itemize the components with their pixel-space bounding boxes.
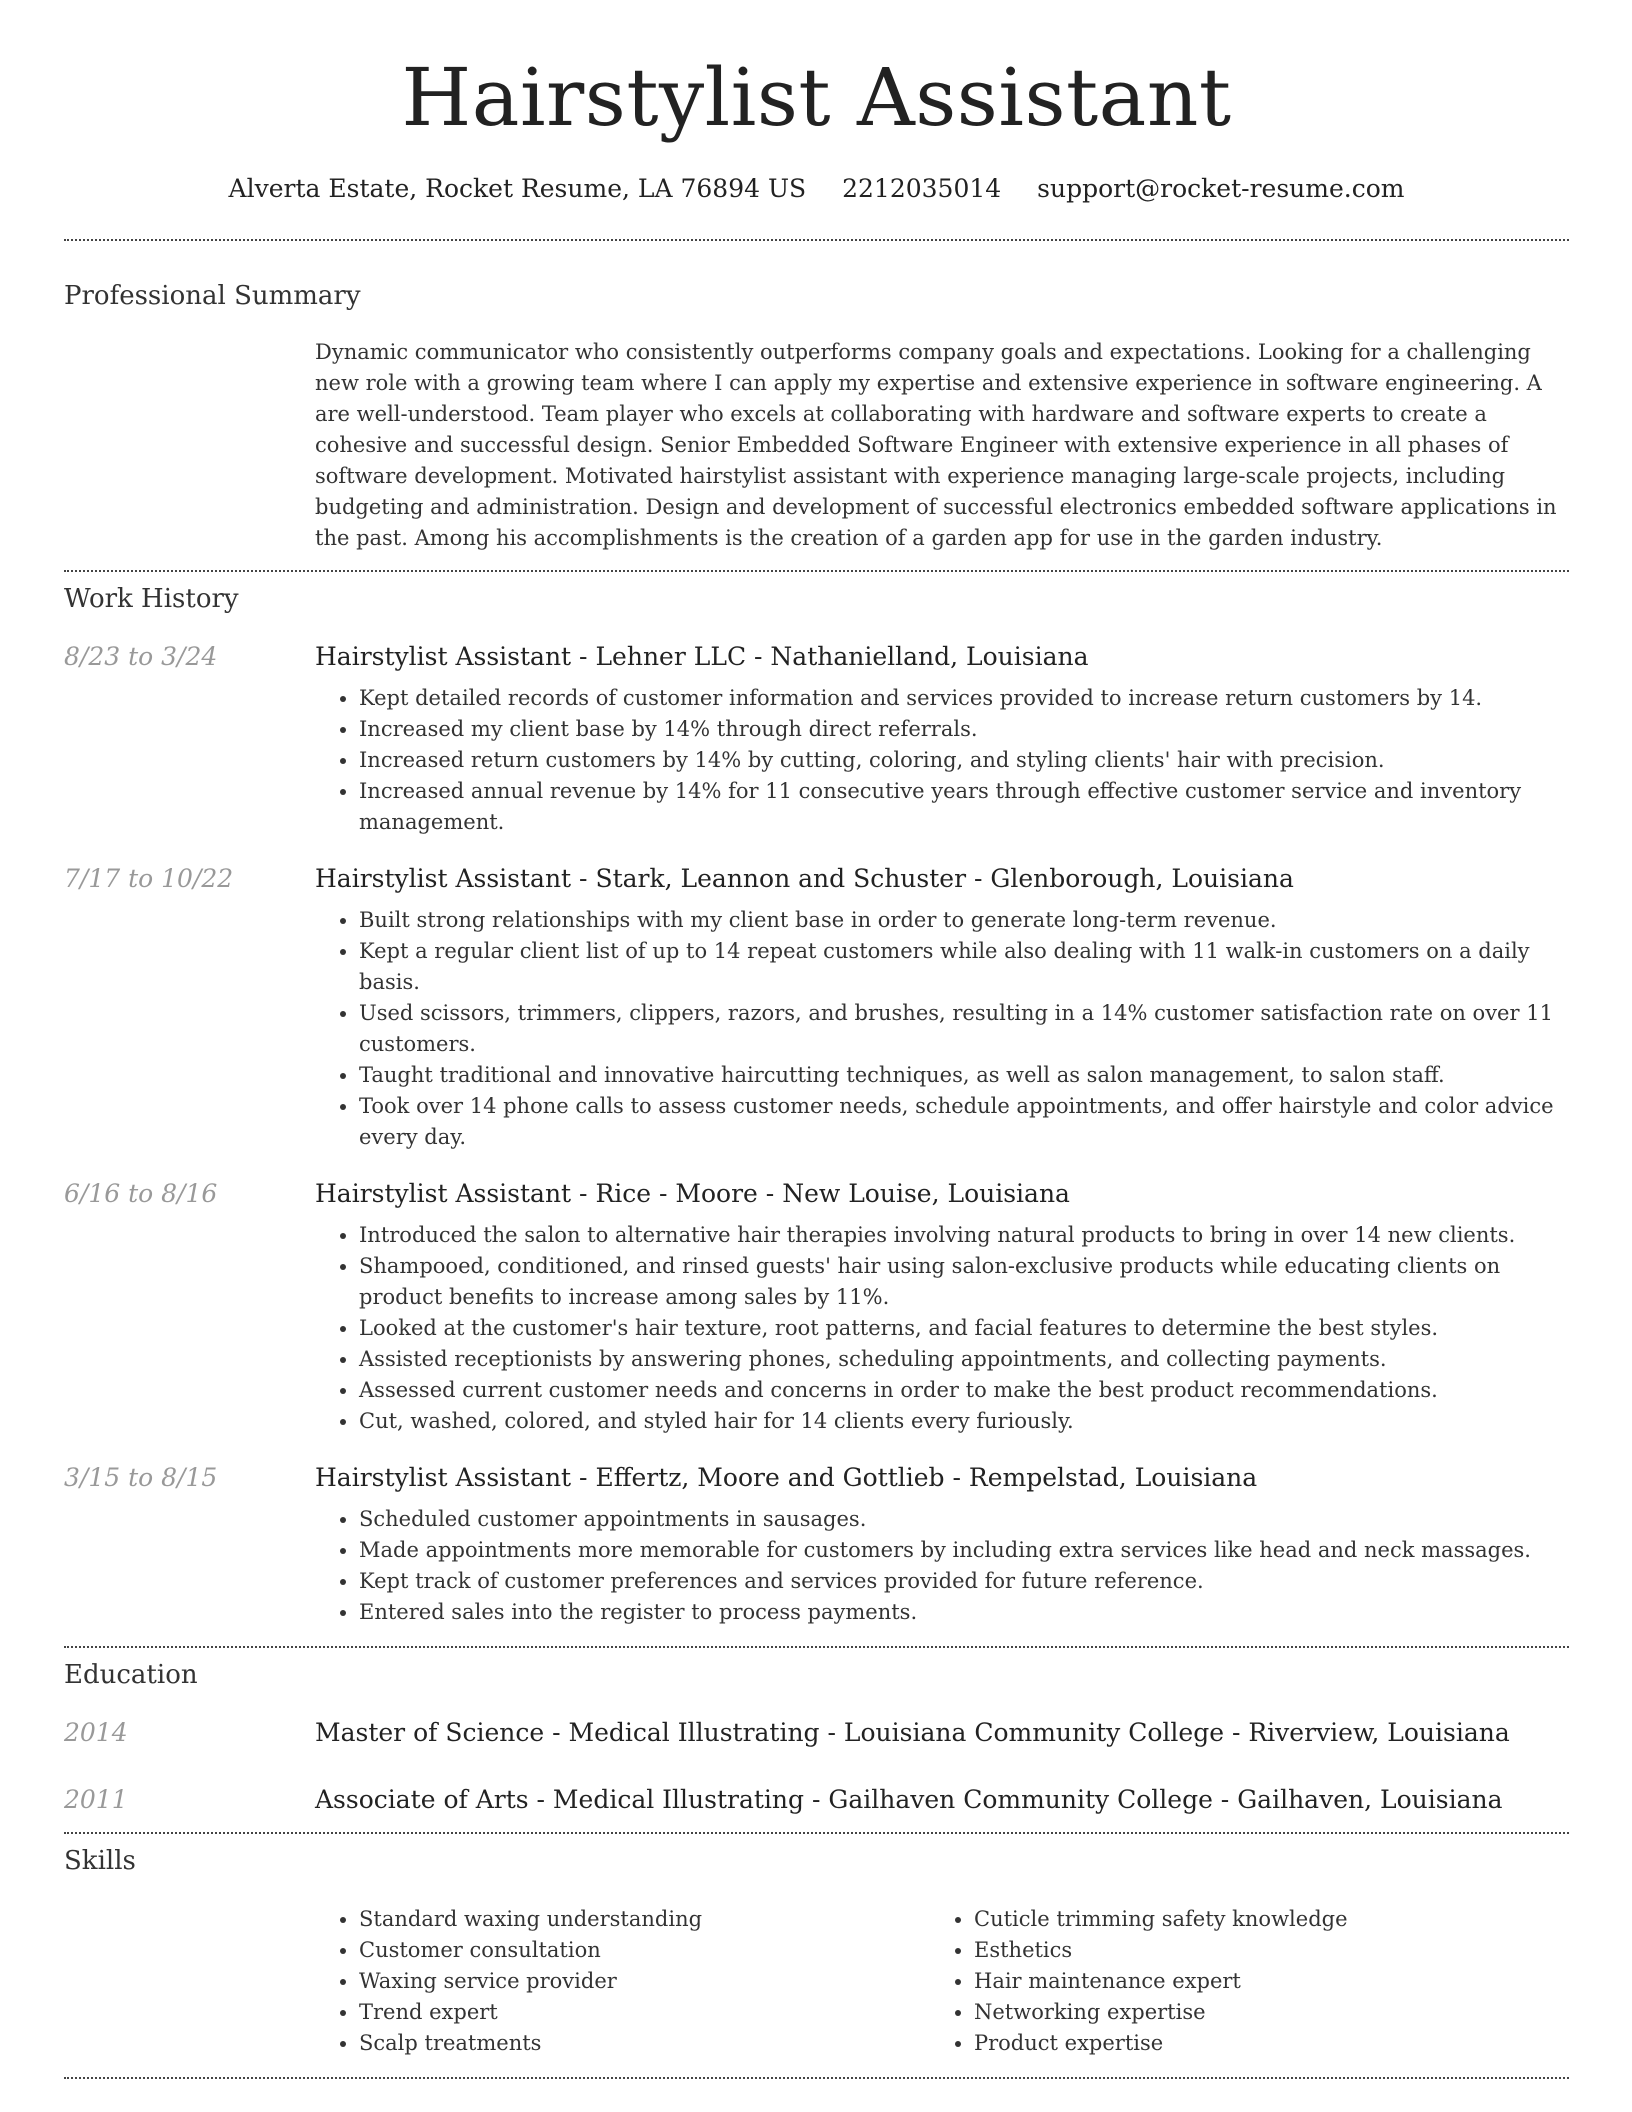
section-title-summary: Professional Summary [64, 281, 361, 311]
list-item: • Used scissors, trimmers, clippers, razors, and brushes, resulting in a 14% customer satisfaction rate on over 11 customers. [359, 998, 1569, 1060]
list-item: • Scheduled customer appointments in sausages. [359, 1504, 1569, 1535]
list-item: • Kept detailed records of customer information and services provided to increase return customers by 14. [359, 683, 1569, 714]
job-heading: Hairstylist Assistant - Lehner LLC - Nathanielland, Louisiana [315, 642, 1089, 671]
list-item: • Increased annual revenue by 14% for 11 consecutive years through effective customer service and inventory management. [359, 776, 1569, 838]
list-item: • Increased my client base by 14% through direct referrals. [359, 714, 1569, 745]
section-title-work: Work History [64, 584, 239, 614]
list-item: • Shampooed, conditioned, and rinsed guests' hair using salon-exclusive products while educating clients on product benefits to increase among sales by 11%. [359, 1251, 1569, 1313]
contact-phone: 2212035014 [842, 174, 1002, 203]
section-title-education: Education [64, 1660, 198, 1690]
skill-item: • Customer consultation [359, 1935, 930, 1966]
skills-column-2 [930, 1904, 1545, 2059]
job-entry [64, 1463, 1569, 1628]
skill-item: • Cuticle trimming safety knowledge [974, 1904, 1545, 1935]
work-divider [64, 1646, 1569, 1648]
skills-divider [64, 2077, 1569, 2079]
summary-row [64, 337, 1569, 554]
job-heading: Hairstylist Assistant - Stark, Leannon and Schuster - Glenborough, Louisiana [315, 864, 1294, 893]
list-item: • Took over 14 phone calls to assess customer needs, schedule appointments, and offer hairstyle and color advice every day. [359, 1091, 1569, 1153]
job-entry [64, 642, 1569, 838]
skill-item: • Hair maintenance expert [974, 1966, 1545, 1997]
job-bullets [315, 683, 1569, 838]
list-item: • Entered sales into the register to process payments. [359, 1597, 1569, 1628]
skill-item: • Trend expert [359, 1997, 930, 2028]
list-item: • Introduced the salon to alternative hair therapies involving natural products to bring in over 14 new clients. [359, 1220, 1569, 1251]
skill-item: • Product expertise [974, 2028, 1545, 2059]
contact-address: Alverta Estate, Rocket Resume, LA 76894 US [228, 174, 807, 203]
summary-text: Dynamic communicator who consistently outperforms company goals and expectations. Looking for a challenging new role with a growing team where I can apply my expertise and extensive experience in software engineering. A are well-understood. Team player who excels at collaborating with hardware and software experts to create a cohesive and successful design. Senior Embedded Software Engineer with extensive experience in all phases of software development. Motivated hairstylist assistant with experience managing large-scale projects, including budgeting and administration. Design and development of successful electronics embedded software applications in the past. Among his accomplishments is the creation of a garden app for use in the garden industry. [315, 340, 1557, 550]
list-item: • Assisted receptionists by answering phones, scheduling appointments, and collecting payments. [359, 1344, 1569, 1375]
candidate-name: Hairstylist Assistant [401, 51, 1232, 144]
skill-item: • Waxing service provider [359, 1966, 930, 1997]
job-bullets [315, 1504, 1569, 1628]
contact-line [64, 174, 1569, 203]
job-bullets [315, 905, 1569, 1153]
list-item: • Kept track of customer preferences and services provided for future reference. [359, 1566, 1569, 1597]
job-heading: Hairstylist Assistant - Rice - Moore - New Louise, Louisiana [315, 1179, 1070, 1208]
summary-divider [64, 570, 1569, 572]
list-item: • Taught traditional and innovative haircutting techniques, as well as salon management, to salon staff. [359, 1060, 1569, 1091]
job-dates: 3/15 to 8/15 [64, 1463, 218, 1492]
skills-row [64, 1904, 1569, 2059]
skills-column-1 [315, 1904, 930, 2059]
section-title-skills: Skills [64, 1846, 136, 1876]
education-degree: Master of Science - Medical Illustrating - Louisiana Community College - Riverview, Louisiana [315, 1718, 1510, 1747]
skill-item: • Standard waxing understanding [359, 1904, 930, 1935]
job-entry [64, 1179, 1569, 1437]
list-item: • Built strong relationships with my client base in order to generate long-term revenue. [359, 905, 1569, 936]
skills-left-spacer [64, 1904, 315, 2059]
list-item: • Cut, washed, colored, and styled hair for 14 clients every furiously. [359, 1406, 1569, 1437]
education-degree: Associate of Arts - Medical Illustrating - Gailhaven Community College - Gailhaven, Louisiana [315, 1785, 1503, 1814]
list-item: • Made appointments more memorable for customers by including extra services like head and neck massages. [359, 1535, 1569, 1566]
header-divider [64, 239, 1569, 241]
resume-page [64, 0, 1569, 2079]
list-item: • Looked at the customer's hair texture, root patterns, and facial features to determine the best styles. [359, 1313, 1569, 1344]
skill-item: • Scalp treatments [359, 2028, 930, 2059]
education-year: 2011 [64, 1785, 128, 1814]
skills-columns [315, 1904, 1569, 2059]
job-bullets [315, 1220, 1569, 1437]
list-item: • Assessed current customer needs and concerns in order to make the best product recommendations. [359, 1375, 1569, 1406]
education-entry [64, 1785, 1569, 1814]
job-dates: 6/16 to 8/16 [64, 1179, 218, 1208]
skill-item: • Networking expertise [974, 1997, 1545, 2028]
summary-left-spacer [64, 337, 315, 554]
contact-email: support@rocket-resume.com [1037, 174, 1405, 203]
list-item: • Increased return customers by 14% by cutting, coloring, and styling clients' hair with precision. [359, 745, 1569, 776]
job-dates: 7/17 to 10/22 [64, 864, 234, 893]
job-entry [64, 864, 1569, 1153]
job-dates: 8/23 to 3/24 [64, 642, 218, 671]
education-entry [64, 1718, 1569, 1747]
education-year: 2014 [64, 1718, 128, 1747]
education-divider [64, 1832, 1569, 1834]
list-item: • Kept a regular client list of up to 14 repeat customers while also dealing with 11 walk-in customers on a daily basis. [359, 936, 1569, 998]
skill-item: • Esthetics [974, 1935, 1545, 1966]
job-heading: Hairstylist Assistant - Effertz, Moore and Gottlieb - Rempelstad, Louisiana [315, 1463, 1258, 1492]
